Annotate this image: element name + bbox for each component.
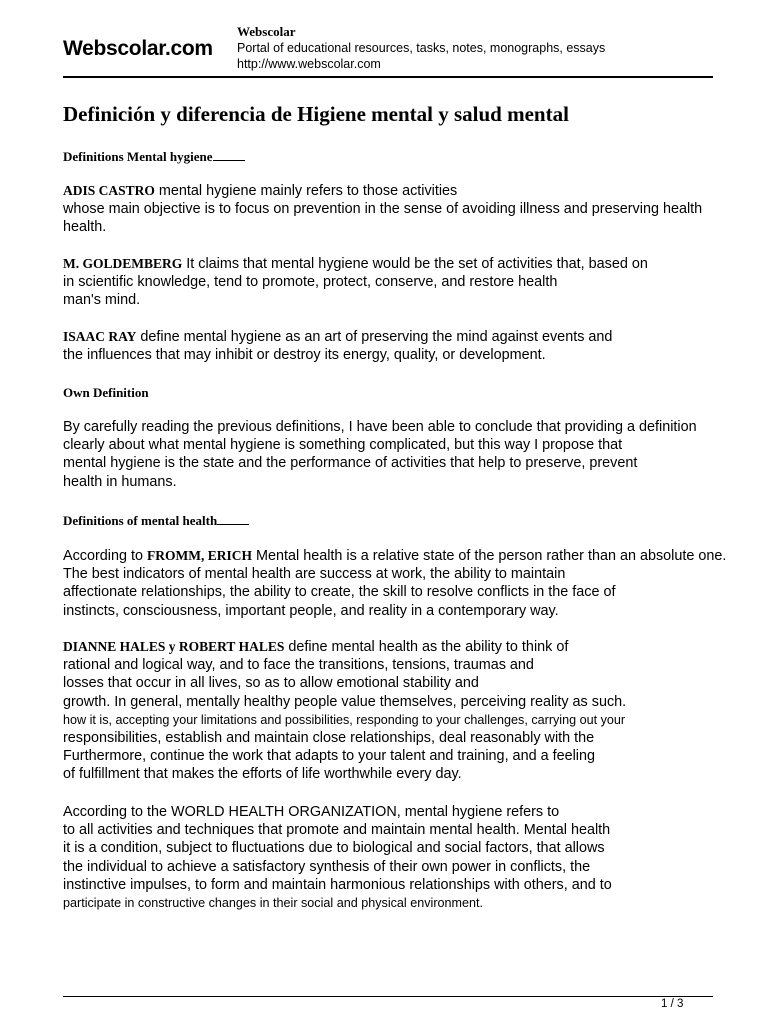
paragraph-line: According to the WORLD HEALTH ORGANIZATION, mental hygiene refers to: [63, 804, 560, 820]
paragraph-line: clearly about what mental hygiene is something complicated, but this way I propose that: [63, 437, 623, 454]
section-heading-text: Definitions Mental hygiene: [63, 149, 213, 164]
paragraph-line: losses that occur in all lives, so as to allow emotional stability and: [63, 675, 479, 692]
author-name: ADIS CASTRO: [63, 183, 155, 198]
section-heading-text: Definitions of mental health: [63, 513, 218, 528]
site-url: http://www.webscolar.com: [237, 57, 381, 71]
paragraph-line: whose main objective is to focus on prevention in the sense of avoiding illness and preserving health: [63, 201, 703, 218]
paragraph-line: By carefully reading the previous definitions, I have been able to conclude that providing a definition: [63, 419, 697, 435]
header-info: [237, 24, 605, 72]
paragraph-line: man's mind.: [63, 292, 141, 309]
paragraph-line: instincts, consciousness, important people, and reality in a contemporary way.: [63, 602, 559, 619]
paragraph-line: rational and logical way, and to face the transitions, tensions, traumas and: [63, 657, 534, 674]
paragraph-line: the influences that may inhibit or destroy its energy, quality, or development.: [63, 347, 546, 364]
paragraph-line: mental hygiene is the state and the performance of activities that help to preserve, prevent: [63, 455, 638, 472]
author-name: M. GOLDEMBERG: [63, 256, 183, 271]
paragraph-adis-castro: [63, 182, 743, 237]
author-name: DIANNE HALES y ROBERT HALES: [63, 639, 285, 654]
paragraph-who: [63, 803, 743, 912]
document-title: Definición y diferencia de Higiene mental y salud mental: [63, 102, 569, 126]
section-heading-mental-health: [63, 512, 249, 529]
paragraph-line: the individual to achieve a satisfactory synthesis of their own power in conflicts, the: [63, 858, 591, 875]
section-heading-own-definition: Own Definition: [63, 385, 149, 400]
paragraph-line: health in humans.: [63, 473, 177, 490]
paragraph-line: According to: [63, 548, 143, 564]
author-name: ISAAC RAY: [63, 329, 137, 344]
paragraph-line: participate in constructive changes in their social and physical environment.: [63, 896, 484, 911]
page-number: 1 / 3: [661, 998, 684, 1010]
paragraph-line: Furthermore, continue the work that adapts to your talent and training, and a feeling: [63, 748, 595, 765]
paragraph-own-definition: [63, 418, 743, 491]
paragraph-line: instinctive impulses, to form and maintain harmonious relationships with others, and to: [63, 876, 612, 893]
paragraph-line: The best indicators of mental health are success at work, the ability to maintain: [63, 566, 566, 583]
paragraph-line: mental hygiene mainly refers to those activities: [154, 183, 458, 199]
footer-divider: [63, 996, 713, 997]
paragraph-line: affectionate relationships, the ability to create, the skill to resolve conflicts in the face of: [63, 584, 616, 601]
paragraph-line: health.: [63, 219, 107, 236]
paragraph-line: Mental health is a relative state of the person rather than an absolute one.: [252, 548, 727, 564]
paragraph-line: growth. In general, mentally healthy people value themselves, perceiving reality as such.: [63, 693, 627, 710]
page-header: [63, 24, 713, 78]
paragraph-line: responsibilities, establish and maintain close relationships, deal reasonably with the: [63, 730, 595, 747]
section-heading-mental-hygiene: [63, 148, 245, 165]
paragraph-goldemberg: [63, 255, 743, 310]
paragraph-line: define mental health as the ability to think of: [284, 639, 569, 655]
heading-underline: [217, 512, 249, 525]
paragraph-line: of fulfillment that makes the efforts of life worthwhile every day.: [63, 766, 462, 783]
site-tagline: Portal of educational resources, tasks, notes, monographs, essays: [237, 41, 606, 55]
author-name: FROMM, ERICH: [147, 548, 252, 563]
paragraph-line: how it is, accepting your limitations and possibilities, responding to your challenges, carrying out your: [63, 712, 626, 727]
paragraph-line: in scientific knowledge, tend to promote, protect, conserve, and restore health: [63, 274, 558, 291]
paragraph-isaac-ray: [63, 328, 743, 364]
heading-underline: [213, 148, 245, 161]
paragraph-fromm: [63, 547, 743, 620]
paragraph-line: It claims that mental hygiene would be the set of activities that, based on: [182, 256, 648, 272]
paragraph-hales: [63, 638, 743, 784]
site-name: Webscolar: [237, 24, 296, 39]
paragraph-line: it is a condition, subject to fluctuations due to biological and social factors, that allows: [63, 840, 605, 857]
paragraph-line: to all activities and techniques that promote and maintain mental health. Mental health: [63, 822, 611, 839]
site-logo: Webscolar.com: [63, 37, 213, 60]
paragraph-line: define mental hygiene as an art of preserving the mind against events and: [136, 329, 613, 345]
